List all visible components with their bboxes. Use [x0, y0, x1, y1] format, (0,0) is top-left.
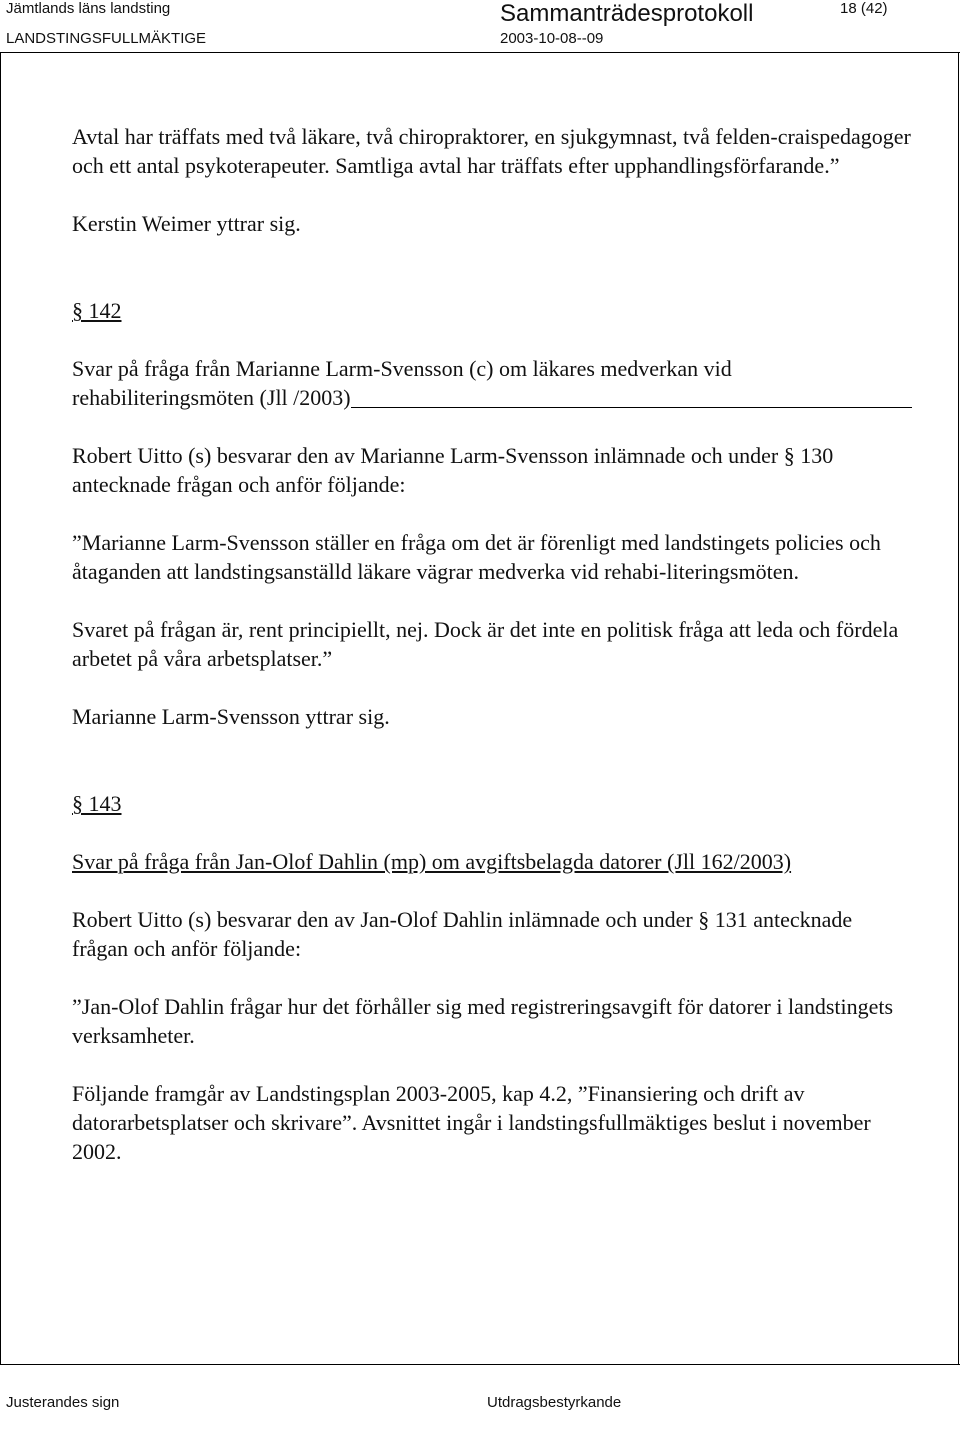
section-143-heading: [72, 789, 912, 818]
document-type: Sammanträdesprotokoll: [500, 0, 754, 27]
paragraph: Marianne Larm-Svensson yttrar sig.: [72, 704, 390, 729]
page-number: 18 (42): [840, 0, 888, 17]
paragraph: ”Marianne Larm-Svensson ställer en fråga om det är förenligt med landstingets policies och åtaganden att landstingsanställd läkare vägrar medverka vid rehabi-literingsmöten.: [72, 530, 881, 584]
paragraph: Robert Uitto (s) besvarar den av Marianne Larm-Svensson inlämnade och under § 130 antecknade frågan och anför följande:: [72, 443, 834, 497]
paragraph: ”Jan-Olof Dahlin frågar hur det förhåller sig med registreringsavgift för datorer i landstingets verksamheter.: [72, 994, 894, 1048]
section-142-title: [72, 354, 912, 412]
meeting-date: 2003-10-08--09: [500, 30, 604, 47]
section-142-heading: [72, 296, 912, 325]
assembly-name: LANDSTINGSFULLMÄKTIGE: [6, 30, 207, 47]
certification-label: Utdragsbestyrkande: [487, 1394, 622, 1411]
frame-right-border: [958, 52, 959, 1364]
signature-label: Justerandes sign: [6, 1394, 120, 1411]
frame-left-border: [0, 52, 1, 1364]
section-title-line: Svar på fråga från Marianne Larm-Svensson (c) om läkares medverkan vid: [72, 356, 732, 381]
organization-name: Jämtlands läns landsting: [6, 0, 171, 17]
paragraph: Svaret på frågan är, rent principiellt, nej. Dock är det inte en politisk fråga att leda och fördela arbetet på våra arbetsplatser.”: [72, 617, 899, 671]
paragraph: Följande framgår av Landstingsplan 2003-2005, kap 4.2, ”Finansiering och drift av datorarbetsplatser och skrivare”. Avsnittet ingår i landstingsfullmäktiges beslut i november 2002.: [72, 1081, 871, 1164]
footer-rule: [0, 1364, 960, 1365]
header-rule: [0, 52, 960, 53]
section-title-text: Svar på fråga från Jan-Olof Dahlin (mp) om avgiftsbelagda datorer (Jll 162/2003): [72, 849, 792, 874]
protocol-body: [72, 122, 912, 1166]
title-underline: [351, 406, 912, 408]
section-title-line: rehabiliteringsmöten (Jll /2003): [72, 385, 351, 410]
section-heading-text: § 142: [72, 298, 122, 323]
paragraph: Robert Uitto (s) besvarar den av Jan-Olof Dahlin inlämnade och under § 131 antecknade frågan och anför följande:: [72, 907, 853, 961]
section-heading-text: § 143: [72, 791, 122, 816]
paragraph: Avtal har träffats med två läkare, två chiropraktorer, en sjukgymnast, två felden-craispedagoger och ett antal psykoterapeuter. Samtliga avtal har träffats efter upphandlingsförfarande.”: [72, 124, 911, 178]
paragraph: Kerstin Weimer yttrar sig.: [72, 211, 301, 236]
section-143-title: [72, 847, 912, 876]
section-title-line-underlined: [72, 383, 912, 412]
